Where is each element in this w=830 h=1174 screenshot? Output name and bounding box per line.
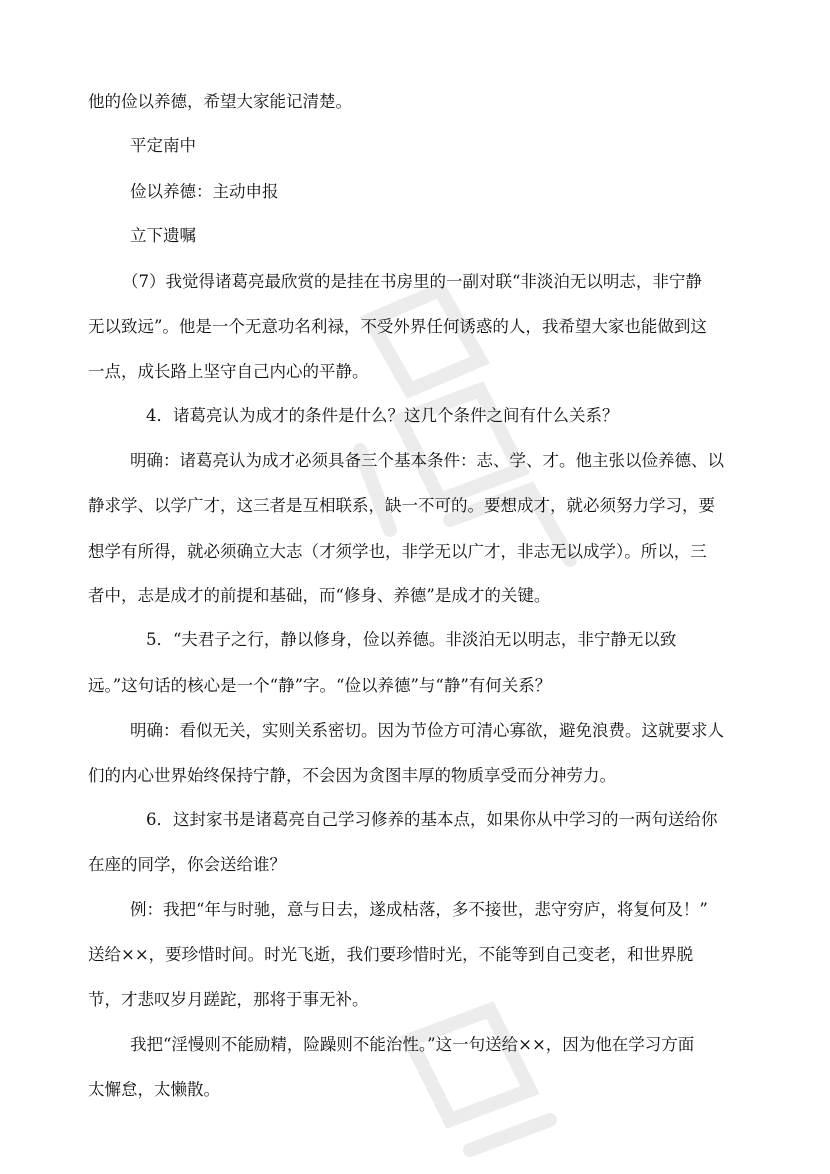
paragraph-line: 无以致远”。他是一个无意功名利禄，不受外界任何诱惑的人，我希望大家也能做到这 [88,317,707,336]
paragraph-line: 例：我把“年与时驰，意与日去，遂成枯落，多不接世，悲守穷庐，将复何及！” [130,900,708,919]
paragraph-line: 我把“淫慢则不能励精，险躁则不能治性。”这一句送给××，因为他在学习方面 [130,1035,695,1054]
paragraph-line: 他的俭以养德，希望大家能记清楚。 [88,92,352,111]
paragraph-line: 者中，志是成才的前提和基础，而“修身、养德”是成才的关键。 [88,586,551,605]
paragraph-line: 想学有所得，就必须确立大志（才须学也，非学无以广才，非志无以成学）。所以，三 [88,542,707,561]
paragraph-line: 在座的同学，你会送给谁？ [88,855,286,874]
paragraph-line: 太懈怠，太懒散。 [88,1080,220,1099]
watermark-logo-bottom [380,1000,600,1174]
paragraph-line: 们的内心世界始终保持宁静，不会因为贪图丰厚的物质享受而分神劳力。 [88,766,616,785]
question-heading: 6．这封家书是诸葛亮自己学习修养的基本点，如果你从中学习的一两句送给你 [146,810,718,829]
list-item: 立下遗嘱 [130,226,196,245]
paragraph-line: 远。”这句话的核心是一个“静”字。“俭以养德”与“静”有何关系？ [88,676,552,695]
paragraph-line: 送给××，要珍惜时间。时光飞逝，我们要珍惜时光，不能等到自己变老，和世界脱 [88,945,694,964]
paragraph-line: 明确：诸葛亮认为成才必须具备三个基本条件：志、学、才。他主张以俭养德、以 [130,451,724,470]
list-item: 俭以养德：主动申报 [130,182,279,201]
paragraph-line: 一点，成长路上坚守自己内心的平静。 [88,362,369,381]
paragraph-line: 节，才悲叹岁月蹉跎，那将于事无补。 [88,990,369,1009]
paragraph-line: 明确：看似无关，实则关系密切。因为节俭方可清心寡欲，避免浪费。这就要求人 [130,721,724,740]
question-heading: 5．“夫君子之行，静以修身，俭以养德。非淡泊无以明志，非宁静无以致 [146,630,677,649]
paragraph-line: （7）我觉得诸葛亮最欣赏的是挂在书房里的一副对联“非淡泊无以明志，非宁静 [122,272,702,291]
list-item: 平定南中 [130,136,196,155]
paragraph-line: 静求学、以学广才，这三者是互相联系，缺一不可的。要想成才，就必须努力学习，要 [88,496,715,515]
question-heading: 4．诸葛亮认为成才的条件是什么？这几个条件之间有什么关系？ [146,406,619,425]
